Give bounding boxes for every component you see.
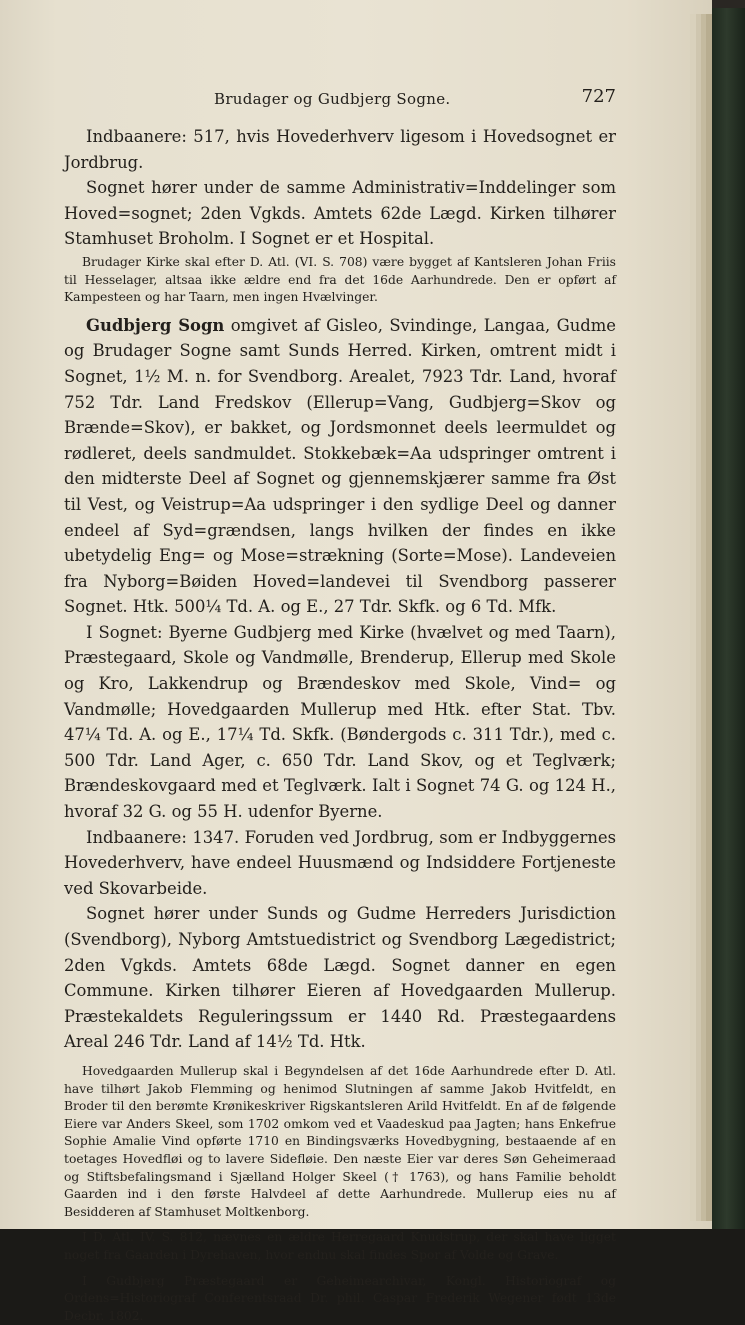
gudbjerg-lead: Gudbjerg Sogn: [86, 316, 224, 335]
running-header: [64, 90, 616, 116]
brudager-inhabitants: Indbaanere: 517, hvis Hovederhverv ligesom i Hovedsognet er Jordbrug.: [64, 124, 616, 175]
gudbjerg-description-text: omgivet af Gisleo, Svindinge, Langaa, Gudme og Brudager Sogne samt Sunds Herred. Kirken, omtrent midt i Sognet, 1½ M. n. for Svendborg. Arealet, 7923 Tdr. Land, hvoraf 752 Tdr. Land Fredskov (Ellerup=Vang, Gudbjerg=Skov og Brænde=Skov), er bakket, og Jordsmonnet deels leermuldet og rødleret, deels sandmuldet. Stokkebæk=Aa udspringer omtrent i den midterste Deel af Sognet og gjennemskjærer samme fra Øst til Vest, og Veistrup=Aa udspringer i den sydlige Deel og danner endeel af Syd=grændsen, langs hvilken der findes en ikke ubetydelig Eng= og Mose=strækning (Sorte=Mose). Landeveien fra Nyborg=Bøiden Hoved=landevei til Svendborg passerer Sognet. Htk. 500¼ Td. A. og E., 27 Tdr. Skfk. og 6 Td. Mfk.: [64, 316, 616, 617]
gudbjerg-description: [64, 313, 616, 620]
brudager-administration: Sognet hører under de samme Administrativ=Inddelinger som Hoved=sognet; 2den Vgkds. Amtets 62de Lægd. Kirken tilhører Stamhuset Broholm. I Sognet er et Hospital.: [64, 175, 616, 252]
book-cover: [712, 8, 745, 1229]
knudstrup-note: I D. Atl. IV. S. 812, nævnes en ældre Herregaard Knudstrup, der skal have ligget noget fra Gaarden i Dyrehaven, hvor endnu skal findes Spor af Volde og Grave.: [64, 1229, 616, 1264]
gudbjerg-inhabitants: Indbaanere: 1347. Foruden ved Jordbrug, som er Indbyggernes Hovederhverv, have endeel Huusmænd og Indsiddere Fortjeneste ved Skovarbeide.: [64, 825, 616, 902]
wegener-note: I Gudbjerg Præstegaard er Geheimearchivar, Kongl. Historiograf og Ordens=Historiograf Conferentsraad Dr. phil. Caspar Frederik Wegener født 13de Decbr. 1802.: [64, 1273, 616, 1325]
running-title: Brudager og Gudbjerg Sogne.: [214, 90, 450, 108]
gudbjerg-localities: I Sognet: Byerne Gudbjerg med Kirke (hvælvet og med Taarn), Præstegaard, Skole og Vandmølle, Brenderup, Ellerup med Skole og Kro, Lakkendrup og Brændeskov med Skole, Vind= og Vandmølle; Hovedgaarden Mullerup med Htk. efter Stat. Tbv. 47¼ Td. A. og E., 17¼ Td. Skfk. (Bøndergods c. 311 Tdr.), med c. 500 Tdr. Land Ager, c. 650 Tdr. Land Skov, og et Teglværk; Brændeskovgaard med et Teglværk. Ialt i Sognet 74 G. og 124 H., hvoraf 32 G. og 55 H. udenfor Byerne.: [64, 620, 616, 825]
mullerup-note: Hovedgaarden Mullerup skal i Begyndelsen af det 16de Aarhundrede efter D. Atl. have tilhørt Jakob Flemming og henimod Slutningen af samme Jakob Hvitfeldt, en Broder til den berømte Krønikeskriver Rigskantsleren Arild Hvitfeldt. En af de følgende Eiere var Anders Skeel, som 1702 omkom ved et Vaadeskud paa Jagten; hans Enkefrue Sophie Amalie Vind opførte 1710 en Bindingsværks Hovedbygning, bestaaende af en toetages Hovedfløi og to lavere Sidefløie. Den næste Eier var deres Søn Geheimeraad og Stiftsbefalingsmand i Sjælland Holger Skeel († 1763), og hans Familie beholdt Gaarden ind i den første Halvdeel af dette Aarhundrede. Mullerup eies nu af Besidderen af Stamhuset Moltkenborg.: [64, 1063, 616, 1221]
page-text: [64, 90, 616, 1325]
gudbjerg-jurisdiction: Sognet hører under Sunds og Gudme Herreders Jurisdiction (Svendborg), Nyborg Amtstuedistrict og Svendborg Lægedistrict; 2den Vgkds. Amtets 68de Lægd. Sognet danner en egen Commune. Kirken tilhører Eieren af Hovedgaarden Mullerup. Præstekaldets Reguleringssum er 1440 Rd. Præstegaardens Areal 246 Tdr. Land af 14½ Td. Htk.: [64, 901, 616, 1055]
brudager-church-note: Brudager Kirke skal efter D. Atl. (VI. S. 708) være bygget af Kantsleren Johan Friis til Hesselager, altsaa ikke ældre end fra det 16de Aarhundrede. Den er opført af Kampesteen og har Taarn, men ingen Hvælvinger.: [64, 254, 616, 307]
page-number: 727: [582, 86, 616, 107]
